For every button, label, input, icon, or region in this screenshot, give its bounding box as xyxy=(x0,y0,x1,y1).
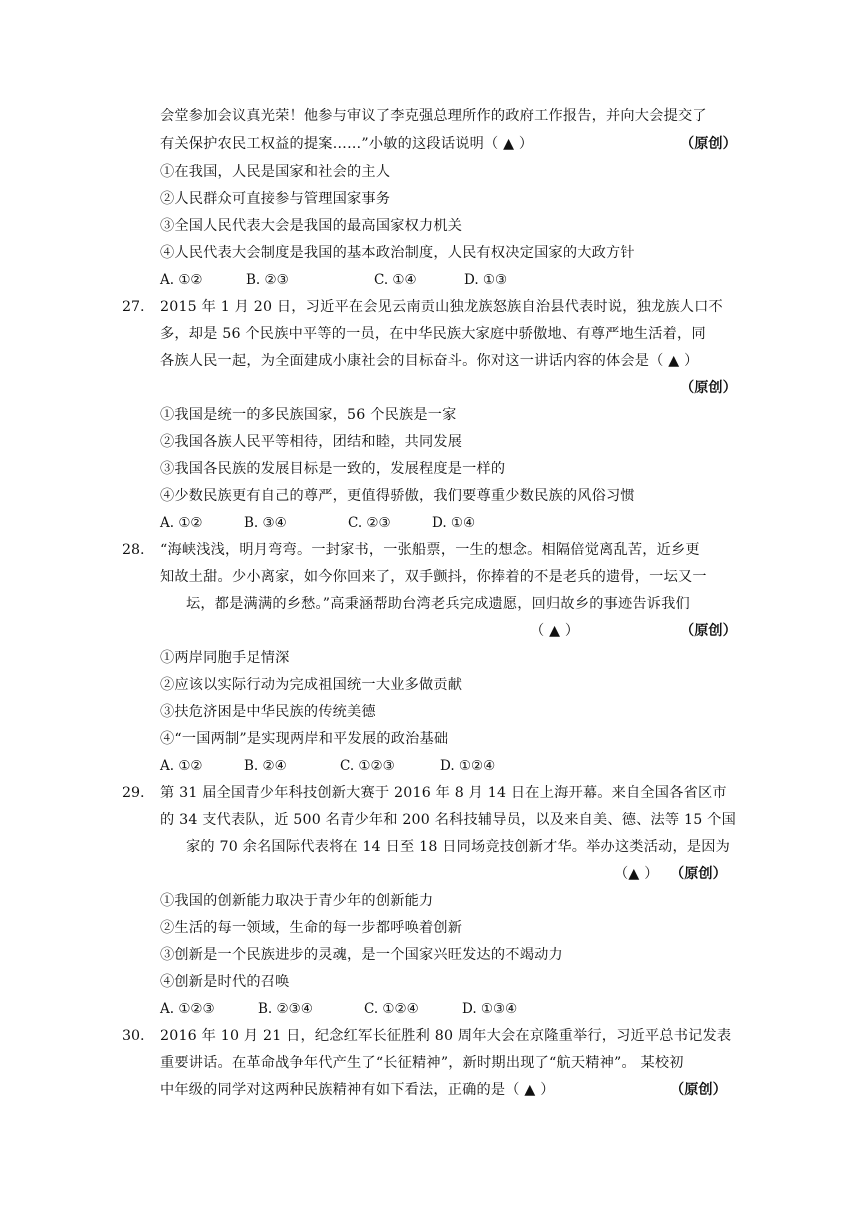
q27-line-3: 各族人民一起，为全面建成小康社会的目标奋斗。你对这一讲话内容的体会是（ ▲ ） xyxy=(160,353,699,369)
q26-option-a: A. ①② xyxy=(160,272,203,288)
q28-statement-2: ②应该以实际行动为完成祖国统一大业多做贡献 xyxy=(160,677,463,693)
q27-option-d: D. ①④ xyxy=(432,515,476,531)
q28-line-3: 坛，都是满满的乡愁。”高秉涵帮助台湾老兵完成遗愿，回归故乡的事迹告诉我们 xyxy=(186,596,690,612)
q29-statement-1: ①我国的创新能力取决于青少年的创新能力 xyxy=(160,893,434,909)
q29-statement-2: ②生活的每一领域，生命的每一步都呼唤着创新 xyxy=(160,920,463,936)
q27-option-b: B. ③④ xyxy=(244,515,287,531)
q28-option-a: A. ①② xyxy=(160,758,203,774)
q28-statement-1: ①两岸同胞手足情深 xyxy=(160,650,290,666)
q26-source-tag: （原创） xyxy=(680,136,737,152)
q28-line-1: “海峡浅浅，明月弯弯。一封家书，一张船票，一生的想念。相隔倍觉离乱苦，近乡更 xyxy=(160,542,700,558)
q27-option-c: C. ②③ xyxy=(348,515,391,531)
q27-option-a: A. ①② xyxy=(160,515,203,531)
q29-line-1: 第 31 届全国青少年科技创新大赛于 2016 年 8 月 14 日在上海开幕。来自全国各省区市 xyxy=(160,785,727,801)
q29-line-3: 家的 70 余名国际代表将在 14 日至 18 日同场竞技创新才华。举办这类活动，是因为 xyxy=(186,839,731,855)
q30-line-3: 中年级的同学对这两种民族精神有如下看法，正确的是（ ▲ ） xyxy=(160,1082,555,1098)
q29-answer-blank: （▲ ） xyxy=(614,866,659,882)
q26-statement-2: ②人民群众可直接参与管理国家事务 xyxy=(160,191,391,207)
q27-statement-1: ①我国是统一的多民族国家，56 个民族是一家 xyxy=(160,407,457,423)
q27-statement-4: ④少数民族更有自己的尊严，更值得骄傲，我们要尊重少数民族的风俗习惯 xyxy=(160,488,635,504)
q28-option-d: D. ①②④ xyxy=(440,758,496,774)
q29-option-a: A. ①②③ xyxy=(160,1001,215,1017)
q29-line-2: 的 34 支代表队，近 500 名青少年和 200 名科技辅导员，以及来自美、德、法等 15 个国 xyxy=(160,812,736,828)
q29-option-d: D. ①③④ xyxy=(462,1001,518,1017)
q26-statement-1: ①在我国，人民是国家和社会的主人 xyxy=(160,164,391,180)
q30-source-tag: （原创） xyxy=(670,1082,727,1098)
q29-statement-4: ④创新是时代的召唤 xyxy=(160,974,290,990)
q28-source-tag: （原创） xyxy=(680,623,737,639)
q26-option-c: C. ①④ xyxy=(374,272,417,288)
q27-source-tag: （原创） xyxy=(680,380,737,396)
q27-line-1: 2015 年 1 月 20 日，习近平在会见云南贡山独龙族怒族自治县代表时说，独龙族人口不 xyxy=(160,299,723,315)
q29-statement-3: ③创新是一个民族进步的灵魂，是一个国家兴旺发达的不竭动力 xyxy=(160,947,563,963)
q28-line-2: 知故土甜。少小离家，如今你回来了，双手颤抖，你捧着的不是老兵的遗骨，一坛又一 xyxy=(160,569,707,585)
q30-line-1: 2016 年 10 月 21 日，纪念红军长征胜利 80 周年大会在京隆重举行，习近平总书记发表 xyxy=(160,1028,732,1044)
q28-statement-3: ③扶危济困是中华民族的传统美德 xyxy=(160,704,376,720)
q29-option-c: C. ①②④ xyxy=(364,1001,419,1017)
q30-number: 30. xyxy=(122,1028,145,1044)
q27-statement-2: ②我国各族人民平等相待，团结和睦，共同发展 xyxy=(160,434,463,450)
q26-line-1: 会堂参加会议真光荣！他参与审议了李克强总理所作的政府工作报告，并向大会提交了 xyxy=(160,108,707,124)
q28-statement-4: ④“一国两制”是实现两岸和平发展的政治基础 xyxy=(160,731,449,747)
q29-number: 29. xyxy=(122,785,145,801)
q26-statement-3: ③全国人民代表大会是我国的最高国家权力机关 xyxy=(160,218,463,234)
q27-statement-3: ③我国各民族的发展目标是一致的，发展程度是一样的 xyxy=(160,461,506,477)
q26-line-2: 有关保护农民工权益的提案……”小敏的这段话说明（ ▲ ） xyxy=(160,136,534,152)
q30-line-2: 重要讲话。在革命战争年代产生了“长征精神”，新时期出现了“航天精神”。 某校初 xyxy=(160,1055,684,1071)
q26-statement-4: ④人民代表大会制度是我国的基本政治制度，人民有权决定国家的大政方针 xyxy=(160,245,635,261)
q28-number: 28. xyxy=(122,542,145,558)
q27-number: 27. xyxy=(122,299,145,315)
q26-option-b: B. ②③ xyxy=(246,272,289,288)
q28-answer-blank: （ ▲ ） xyxy=(530,623,580,639)
q29-source-tag: （原创） xyxy=(670,866,727,882)
q27-line-2: 多，却是 56 个民族中平等的一员，在中华民族大家庭中骄傲地、有尊严地生活着，同 xyxy=(160,326,706,342)
q29-option-b: B. ②③④ xyxy=(258,1001,313,1017)
q28-option-c: C. ①②③ xyxy=(340,758,395,774)
q26-option-d: D. ①③ xyxy=(464,272,508,288)
q28-option-b: B. ②④ xyxy=(244,758,287,774)
